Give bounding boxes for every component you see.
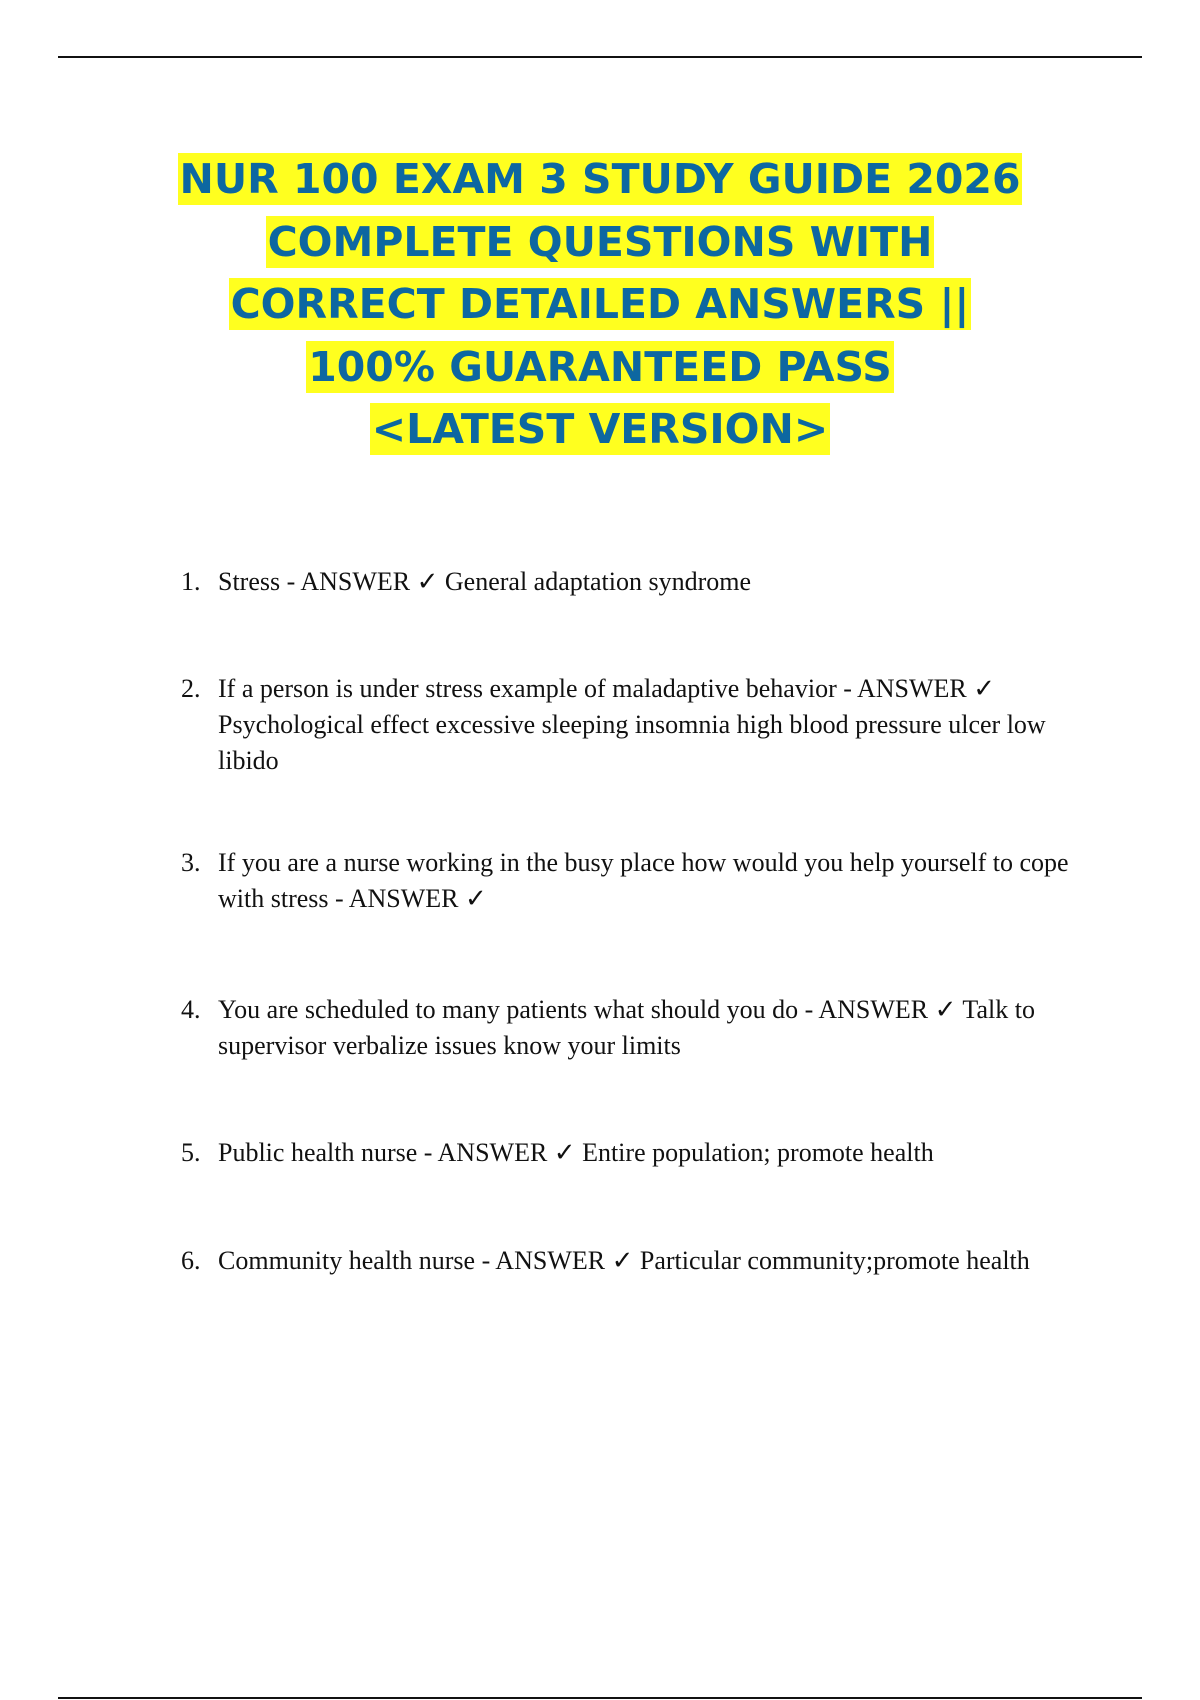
title-line-2: COMPLETE QUESTIONS WITH bbox=[267, 217, 933, 266]
title-line-5: <LATEST VERSION> bbox=[371, 405, 829, 453]
title-line-4: 100% GUARANTEED PASS bbox=[308, 342, 892, 391]
item-number: 4. bbox=[181, 995, 201, 1024]
item-number: 1. bbox=[181, 567, 201, 596]
item-number: 6. bbox=[181, 1246, 201, 1275]
top-rule bbox=[58, 56, 1142, 58]
item-number: 3. bbox=[181, 848, 201, 877]
bottom-rule bbox=[58, 1697, 1142, 1699]
item-text: If you are a nurse working in the busy place how would you help yourself to cope with stress - ANSWER ✓ bbox=[218, 848, 1069, 913]
list-item bbox=[181, 992, 1086, 1064]
item-text: Public health nurse - ANSWER ✓ Entire population; promote health bbox=[218, 1138, 934, 1167]
document-title bbox=[0, 148, 1200, 461]
item-text: Community health nurse - ANSWER ✓ Particular community;promote health bbox=[218, 1246, 1030, 1275]
list-item bbox=[181, 845, 1086, 917]
list-item bbox=[181, 564, 1086, 600]
item-number: 5. bbox=[181, 1138, 201, 1167]
title-line-1: NUR 100 EXAM 3 STUDY GUIDE 2026 bbox=[179, 155, 1021, 203]
list-item bbox=[181, 671, 1086, 779]
item-text: If a person is under stress example of maladaptive behavior - ANSWER ✓ Psychological effect excessive sleeping insomnia high blood pressure ulcer low libido bbox=[218, 674, 1046, 775]
item-text: Stress - ANSWER ✓ General adaptation syndrome bbox=[218, 567, 752, 596]
list-item bbox=[181, 1135, 1086, 1171]
item-text: You are scheduled to many patients what should you do - ANSWER ✓ Talk to supervisor verbalize issues know your limits bbox=[218, 995, 1035, 1060]
list-item bbox=[181, 1243, 1086, 1279]
item-number: 2. bbox=[181, 674, 201, 703]
title-line-3: CORRECT DETAILED ANSWERS || bbox=[230, 280, 970, 328]
